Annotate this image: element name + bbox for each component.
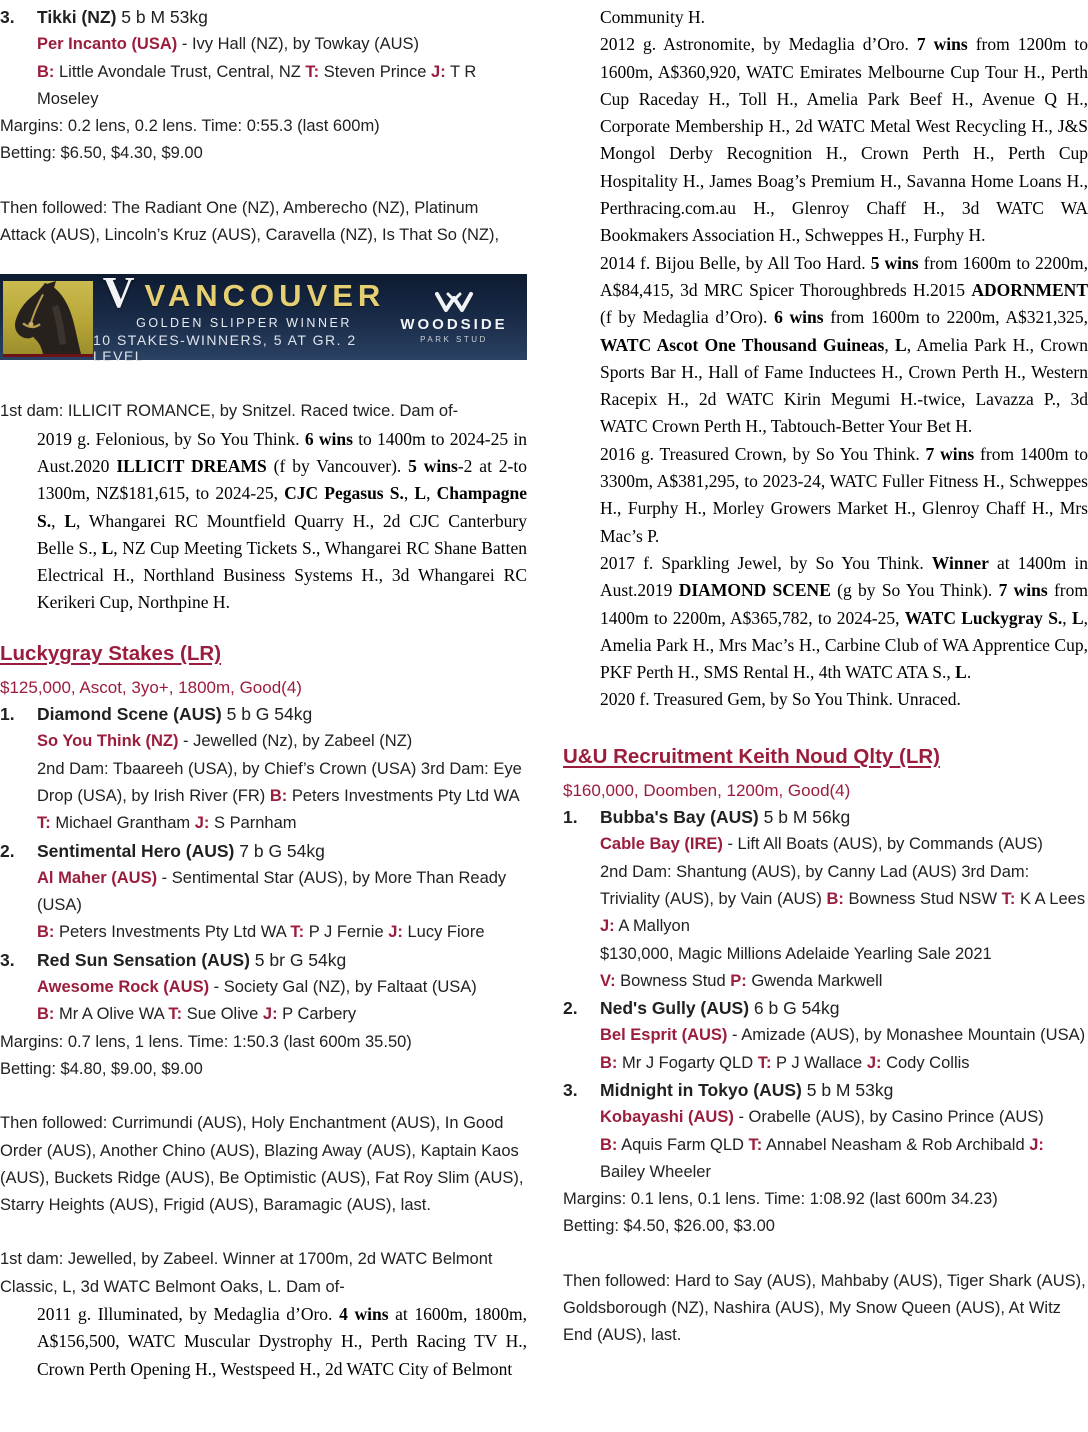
text-run: - Lift All Boats (AUS), by Commands (AUS) [722,835,1043,854]
betting-line [0,140,527,167]
result-position: 3. [0,7,15,27]
result-position: 2. [0,840,15,861]
text-run: Betting: $4.80, $9.00, $9.00 [0,1059,203,1078]
text-run: from 1600m to 2200m, A$321,325, [823,307,1088,328]
text-run: , [426,483,437,504]
text-run: - Orabelle (AUS), by Casino Prince (AUS) [733,1108,1044,1127]
connections-line [37,1001,527,1028]
connections-line [37,756,527,838]
bold-text: L [1071,607,1084,628]
sire-dam-line [37,728,527,755]
then-followed-line [563,1268,1088,1350]
text-run: (f by Medaglia d’Oro). [600,307,775,328]
accent-text: J: [1029,1135,1044,1154]
text-run: , Whangarei RC Mountfield Quarry H., 2d CJC Canterbury Belle S., [37,510,527,558]
pedigree-entry [600,250,1088,441]
bold-text: L [955,662,967,683]
result-position: 1. [0,704,15,725]
text-run: Lucy Fiore [402,923,485,942]
text-run: - Sentimental Star (AUS), by More Than Ready (USA) [37,868,507,915]
text-run: P Carbery [277,1005,357,1024]
bold-text: Ned's Gully (AUS) [600,998,750,1019]
text-run: Then followed: Hard to Say (AUS), Mahbaby (AUS), Tiger Shark (AUS), Goldsborough (NZ), Nashira (AUS), My Snow Queen (AUS), At Witz End (AUS), last. [563,1271,1086,1345]
text-run: , NZ Cup Meeting Tickets S., Whangarei RC Shane Batten Electrical H., Northland Business Systems H., 3d Whangarei RC Kerikeri Cup, Northpine H. [37,537,527,613]
text-run: Michael Grantham [50,814,195,833]
bold-text: DIAMOND SCENE [678,580,831,601]
spacer [0,168,527,195]
bold-text: L [414,483,427,504]
accent-text: J: [866,1053,882,1072]
text-run: 2011 g. Illuminated, by Medaglia d’Oro. [37,1303,340,1324]
accent-text: B: [37,62,55,81]
pedigree-entry [600,550,1088,686]
text-run: Then followed: The Radiant One (NZ), Amberecho (NZ), Platinum Attack (AUS), Lincoln’s Kruz (AUS), Caravella (NZ), Is That So (NZ), [0,198,500,245]
text-run: Little Avondale Trust, Central, NZ [54,62,306,81]
result-entry-2 [0,838,527,865]
race-conditions: $160,000, Doomben, 1200m, Good(4) [563,780,851,800]
result-position: 1. [563,807,578,828]
vendor-line [600,968,1088,995]
result-entry-3 [563,1077,1088,1104]
text-run: Gwenda Markwell [746,971,883,990]
bold-text: WATC Ascot One Thousand Guineas [600,334,885,355]
text-run: 2020 f. Treasured Gem, by So You Think. Unraced. [600,689,961,710]
accent-text: Kobayashi (AUS) [600,1108,734,1127]
betting-line [0,1056,527,1083]
text-run: 1st dam: ILLICIT ROMANCE, by Snitzel. Raced twice. Dam of- [0,402,459,421]
text-run: Betting: $4.50, $26.00, $3.00 [563,1217,775,1236]
text-run: Sue Olive [182,1005,263,1024]
accent-text: T: [290,923,305,942]
banner-subtitle-1: GOLDEN SLIPPER WINNER [136,315,352,330]
sire-dam-line [600,831,1088,858]
text-run: from 1200m to 1600m, A$360,920, WATC Emirates Melbourne Cup Tour H., Perth Cup Raceday H., Toll H., Amelia Park Beef H., Avenue Q H., Corporate Membership H., 2d WATC Metal West Recycling H., J&S Mongol Derby Recognition H., Crown Perth H., Perth Cup Hospitality H., James Boag’s Premium H., Savanna Home Loans H., Perthracing.com.au H., Glenroy Chaff H., 3d WATC WA Bookmakers Association H., Schweppes H., Furphy H. [600,34,1088,246]
banner-stallion-name: VANCOUVER [144,277,386,313]
bold-text: 5 wins [870,252,919,273]
accent-text: Al Maher (AUS) [37,868,158,887]
text-run: Betting: $6.50, $4.30, $9.00 [0,144,203,163]
text-run: - Society Gal (NZ), by Faltaat (USA) [209,978,477,997]
accent-text: J: [431,62,446,81]
text-run: - Ivy Hall (NZ), by Towkay (AUS) [177,35,420,54]
text-run: (f by Vancouver). [266,455,409,476]
bold-text: Midnight in Tokyo (AUS) [600,1079,802,1100]
first-dam-line [0,398,527,425]
pedigree-entry-continuation [600,4,1088,31]
text-run: 2014 f. Bijou Belle, by All Too Hard. [600,252,871,273]
text-run: Bailey Wheeler [600,1162,711,1181]
text-run: A Mallyon [614,917,690,936]
accent-text: Bel Esprit (AUS) [600,1026,728,1045]
spacer [0,617,527,641]
text-run: 2nd Dam: Shantung (AUS), by Canny Lad (AUS) 3rd Dam: Triviality (AUS), by Vain (AUS) [600,862,1030,908]
spacer [563,714,1088,744]
text-run: 2016 g. Treasured Crown, by So You Think. [600,443,926,464]
text-run: $130,000, Magic Millions Adelaide Yearling Sale 2021 [600,944,992,963]
text-run: 1st dam: Jewelled, by Zabeel. Winner at 1700m, 2d WATC Belmont Classic, L, 3d WATC Belmont Oaks, L. Dam of- [0,1250,493,1296]
text-run: 5 b M 56kg [758,807,851,828]
result-entry-3 [0,947,527,974]
text-run: P J Fernie [304,923,389,942]
accent-text: B: [600,1135,618,1154]
result-entry-3 [0,4,527,31]
accent-text: B: [826,889,844,908]
text-run: 7 b G 54kg [234,840,325,861]
text-run: Bowness Stud NSW [843,889,1002,908]
text-run: 2012 g. Astronomite, by Medaglia d’Oro. [600,34,917,55]
connections-line [600,1132,1088,1187]
text-run: 2017 f. Sparkling Jewel, by So You Think. [600,552,932,573]
left-column-bottom-flow [0,398,527,1383]
accent-text: T: [305,62,320,81]
text-run: Peters Investments Pty Ltd WA [54,923,291,942]
bold-text: Winner [931,552,989,573]
pedigree-entry [600,441,1088,550]
text-run: to 1400m to 2024-25 in Aust.2020 [37,428,527,476]
accent-text: Awesome Rock (AUS) [37,978,210,997]
bold-text: Bubba's Bay (AUS) [600,807,759,828]
text-run: Then followed: Currimundi (AUS), Holy Enchantment (AUS), In Good Order (AUS), Another Chino (AUS), Blazing Away (AUS), Kaptain Kaos (AUS), Buckets Ridge (AUS), Be Optimistic (AUS), Fat Roy Slim (AUS), Starry Heights (AUS), Frigid (AUS), Baramagic (AUS), last. [0,1114,524,1215]
accent-text: P: [730,971,747,990]
betting-line [563,1213,1088,1240]
bold-text: Diamond Scene (AUS) [37,704,222,725]
text-run: Peters Investments Pty Ltd WA [287,786,519,805]
accent-text: B: [37,923,55,942]
accent-text: B: [269,786,288,805]
bold-text: 5 wins [408,455,458,476]
text-run: (g by So You Think). [830,580,999,601]
result-entry-1 [0,701,527,728]
margins-line [0,1029,527,1056]
result-entry-2 [563,995,1088,1022]
accent-text: T: [37,814,51,833]
text-run: S Parnham [209,814,297,833]
text-run: Margins: 0.7 lens, 1 lens. Time: 1:50.3 (last 600m 35.50) [0,1032,412,1051]
sale-price-line [600,941,1088,968]
text-run: at 1400m in Aust.2019 [600,552,1088,601]
accent-text: T: [168,1005,183,1024]
accent-text: Cable Bay (IRE) [600,835,723,854]
connections-line [600,859,1088,941]
text-run: 5 b G 54kg [221,704,313,725]
accent-text: J: [600,917,615,936]
text-run: Community H. [600,7,706,27]
text-run: 2nd Dam: Tbaareeh (USA), by Chief’s Crown (USA) 3rd Dam: Eye Drop (USA), by Irish River (FR) [37,759,522,805]
text-run: Aquis Farm QLD [617,1135,749,1154]
banner-center [93,267,395,364]
text-run: 5 b M 53kg [116,7,208,27]
text-run: Margins: 0.1 lens, 0.1 lens. Time: 1:08.92 (last 600m 34.23) [563,1190,998,1209]
text-run: P J Wallace [771,1053,867,1072]
connections-line [37,59,527,114]
accent-text: J: [262,1005,278,1024]
woodside-stud-sub: PARK STUD [420,334,488,344]
text-run: , [1062,607,1072,628]
text-run: - Jewelled (Nz), by Zabeel (NZ) [178,732,413,751]
text-run: Mr J Fogarty QLD [617,1053,758,1072]
woodside-stud-name: WOODSIDE [400,315,508,333]
margins-line [563,1186,1088,1213]
bold-text: 4 wins [339,1303,389,1324]
bold-text: Red Sun Sensation (AUS) [37,949,250,970]
pedigree-entry [600,686,1088,713]
vancouver-stallion-ad-banner[interactable] [0,267,527,364]
text-run: 5 b M 53kg [801,1079,894,1100]
bold-text: 7 wins [925,443,975,464]
text-run: , [884,334,896,355]
text-run: . [966,662,972,683]
accent-text: So You Think (NZ) [37,732,179,751]
text-run: Margins: 0.2 lens, 0.2 lens. Time: 0:55.3 (last 600m) [0,117,380,136]
sire-dam-line [37,31,527,58]
text-run: - Amizade (AUS), by Monashee Mountain (USA) [727,1026,1086,1045]
bold-text: Tikki (NZ) [37,7,117,27]
bold-text: ADORNMENT [971,279,1088,300]
text-run: Mr A Olive WA [54,1005,169,1024]
text-run: Cody Collis [881,1053,970,1072]
horse-silhouette-image [3,281,93,354]
vancouver-v-logo: V [102,267,135,317]
pedigree-entry [37,426,527,617]
text-run: T R Moseley [37,62,477,108]
pedigree-entry [37,1301,527,1383]
right-column [563,4,1088,1432]
result-position: 2. [563,998,578,1019]
sire-dam-line [600,1022,1088,1049]
margins-line [0,113,527,140]
bold-text: 7 wins [916,34,968,55]
banner-stud-block [395,274,527,360]
race-conditions: $125,000, Ascot, 3yo+, 1800m, Good(4) [0,677,302,697]
text-run: K A Lees [1015,889,1086,908]
bold-text: L [895,334,907,355]
bold-text: L [101,537,114,558]
text-run: , Amelia Park H., Crown Sports Bar H., Hall of Fame Inductees H., Crown Perth H., Western Racepix H., 2d WATC Kirin Megumi H.-twice, Lavazza P., 3d WATC Crown Perth H., Tabtouch-Better Your Bet H. [600,334,1088,437]
text-run: at 1600m, 1800m, A$156,500, WATC Muscular Dystrophy H., Perth Racing TV H., Crown Perth Opening H., Westspeed H., 2d WATC City of Belmont [37,1303,527,1379]
left-column-top-flow [0,4,527,249]
accent-text: B: [600,1053,618,1072]
text-run: 5 br G 54kg [249,949,347,970]
text-run: Annabel Neasham & Rob Archibald [762,1135,1030,1154]
connections-line [37,919,527,946]
text-run: Bowness Stud [615,971,731,990]
pedigree-entry [600,31,1088,249]
accent-text: Per Incanto (USA) [37,35,178,54]
race-title: Luckygray Stakes (LR) [0,641,222,665]
bold-text: ILLICIT DREAMS [116,455,267,476]
sire-dam-line [37,974,527,1001]
text-run: , [403,483,415,504]
text-run: -2 at 2-to 1300m, NZ$181,615, to 2024-25, [37,455,527,504]
connections-line [600,1050,1088,1077]
sire-dam-line [37,865,527,920]
bold-text: 6 wins [304,428,353,449]
spacer [0,1083,527,1110]
text-run: 6 b G 54kg [749,998,840,1019]
left-column [0,4,527,1432]
result-position: 3. [0,949,15,970]
bold-text: CJC Pegasus S. [284,483,404,504]
text-run: , [51,510,65,531]
text-run: , Amelia Park H., Mrs Mac’s H., Carbine Club of WA Apprentice Cup, PKF Perth H., SMS Rental H., 4th WATC ATA S., [600,607,1088,683]
text-run: Steven Prince [319,62,432,81]
accent-text: J: [194,814,210,833]
spacer [0,1219,527,1246]
text-run: 2019 g. Felonious, by So You Think. [37,428,305,449]
text-run: from 1400m to 3300m, A$381,295, to 2023-24, WATC Fuller Fitness H., Schweppes H., Furphy H., Morley Growers Market H., Glenroy Chaff H., Mrs Mac’s P. [600,443,1088,546]
then-followed-line [0,195,527,250]
accent-text: T: [1001,889,1016,908]
woodside-w-icon [434,291,474,313]
horse-photo [3,281,93,357]
accent-text: B: [37,1005,55,1024]
text-run: from 1400m to 2200m, A$365,782, to 2024-25, [600,580,1088,628]
result-position: 3. [563,1079,578,1100]
bold-text: 7 wins [998,580,1048,601]
accent-text: T: [748,1135,763,1154]
race-title: U&U Recruitment Keith Noud Qlty (LR) [563,744,940,768]
bold-text: WATC Luckygray S. [904,607,1063,628]
then-followed-line [0,1110,527,1219]
result-entry-1 [563,804,1088,831]
accent-text: T: [757,1053,772,1072]
sire-dam-line [600,1104,1088,1131]
bold-text: Champagne S. [37,483,527,531]
first-dam-line [0,1246,527,1301]
spacer [563,1241,1088,1268]
banner-subtitle-2: 10 STAKES-WINNERS, 5 AT GR. 2 LEVEL [93,331,357,364]
bold-text: L [64,510,77,531]
accent-text: J: [388,923,403,942]
text-run: from 1600m to 2200m, A$84,415, 3d MRC Spicer Thoroughbreds H.2015 [600,252,1088,300]
accent-text: V: [600,971,616,990]
bold-text: Sentimental Hero (AUS) [37,840,235,861]
bold-text: 6 wins [774,307,824,328]
